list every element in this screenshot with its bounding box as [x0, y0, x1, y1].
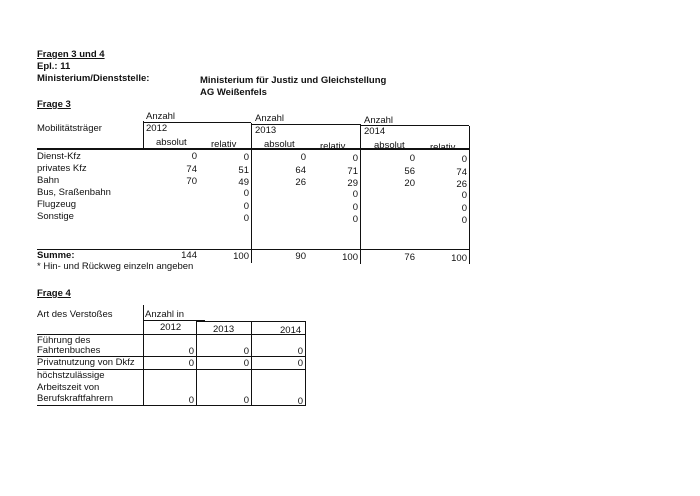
frage3-line [143, 121, 144, 150]
frage3-year-2013: 2013 [255, 125, 277, 136]
frage3-cell: 0 [300, 152, 306, 163]
frage4-row-label: Führung des [37, 335, 91, 346]
frage3-row-label: Flugzeug [37, 199, 77, 210]
frage3-cell: 0 [352, 202, 358, 213]
frage3-line [37, 149, 469, 150]
frage4-title: Frage 4 [37, 288, 71, 299]
frage4-line [251, 321, 252, 406]
frage3-line [252, 124, 360, 125]
frage3-cell: 0 [461, 215, 467, 226]
frage3-absolut-2013: absolut [264, 139, 295, 150]
frage3-row-label: Bus, Sraßenbahn [37, 187, 111, 198]
frage3-cell: 0 [243, 152, 249, 163]
frage4-line [143, 305, 144, 406]
frage3-cell: 0 [461, 154, 467, 165]
frage3-cell: 49 [238, 177, 249, 188]
frage3-anzahl-2014: Anzahl [364, 115, 394, 126]
frage3-relativ-2012: relativ [211, 139, 237, 150]
frage3-cell: 56 [404, 166, 415, 177]
frage3-cell: 0 [191, 151, 197, 162]
frage4-row-label: höchstzulässige [37, 370, 105, 381]
frage3-anzahl-2013: Anzahl [255, 113, 285, 124]
frage3-relativ-2013: relativ [320, 141, 346, 152]
frage3-cell: 70 [186, 176, 197, 187]
frage4-cell: 0 [243, 346, 249, 357]
frage3-cell: 26 [456, 179, 467, 190]
frage3-row-label: privates Kfz [37, 163, 87, 174]
frage3-year-2014: 2014 [364, 126, 386, 137]
frage3-cell: 0 [352, 189, 358, 200]
frage3-relativ-2014: relativ [430, 142, 456, 153]
frage3-line [361, 125, 469, 126]
frage4-cell: 0 [243, 395, 249, 406]
frage3-summe-cell: 100 [233, 251, 249, 262]
frage3-cell: 20 [404, 178, 415, 189]
frage4-cell: 0 [297, 358, 303, 369]
frage3-cell: 0 [243, 188, 249, 199]
frage3-cell: 29 [347, 178, 358, 189]
frage4-line [305, 321, 306, 406]
frage3-cell: 74 [186, 164, 197, 175]
office-name: AG Weißenfels [200, 87, 267, 98]
frage4-year-2014: 2014 [280, 325, 302, 336]
frage4-row-label: Privatnutzung von Dkfz [37, 357, 135, 368]
ministry-label: Ministerium/Dienststelle: [37, 73, 150, 84]
page-title: Fragen 3 und 4 [37, 49, 105, 60]
frage3-cell: 0 [461, 203, 467, 214]
ministry-name: Ministerium für Justiz und Gleichstellung [200, 75, 387, 86]
frage3-cell: 0 [243, 213, 249, 224]
frage3-absolut-2012: absolut [156, 137, 187, 148]
frage3-cell: 26 [295, 177, 306, 188]
frage3-absolut-2014: absolut [374, 140, 405, 151]
frage3-cell: 0 [409, 153, 415, 164]
frage3-cell: 0 [243, 201, 249, 212]
frage3-summe-cell: 90 [295, 251, 306, 262]
frage4-anzahl-label: Anzahl in [145, 309, 185, 320]
frage3-footnote: * Hin- und Rückweg einzeln angeben [37, 261, 194, 272]
frage4-cell: 0 [243, 358, 249, 369]
frage4-cell: 0 [297, 346, 303, 357]
frage3-cell: 0 [352, 153, 358, 164]
frage3-anzahl-2012: Anzahl [146, 111, 176, 122]
frage3-summe-cell: 144 [181, 250, 197, 261]
frage3-row-label: Dienst-Kfz [37, 151, 81, 162]
frage3-summe-cell: 76 [404, 252, 415, 263]
frage4-row-label: Fahrtenbuches [37, 345, 101, 356]
frage3-line [143, 122, 251, 123]
frage3-row-header: Mobilitätsträger [37, 123, 102, 134]
frage3-title: Frage 3 [37, 99, 71, 110]
frage3-cell: 0 [352, 214, 358, 225]
frage4-row-header: Art des Verstoßes [37, 309, 113, 320]
frage3-cell: 51 [238, 165, 249, 176]
frage3-cell: 74 [456, 167, 467, 178]
frage4-year-2013: 2013 [213, 324, 235, 335]
frage3-row-label: Bahn [37, 175, 60, 186]
frage4-line [196, 320, 197, 406]
frage4-cell: 0 [188, 395, 194, 406]
frage3-summe-cell: 100 [451, 253, 467, 264]
frage4-cell: 0 [297, 396, 303, 407]
frage4-row-label: Berufskraftfahrern [37, 393, 114, 404]
frage3-year-2012: 2012 [146, 123, 168, 134]
frage3-summe-label: Summe: [37, 250, 75, 261]
epl-label: Epl.: 11 [37, 61, 71, 72]
frage3-line [251, 123, 252, 263]
frage4-row-label: Arbeitszeit von [37, 382, 100, 393]
frage3-summe-cell: 100 [342, 252, 358, 263]
frage3-cell: 64 [295, 165, 306, 176]
frage3-line [360, 124, 361, 264]
frage3-row-label: Sonstige [37, 211, 74, 222]
frage4-cell: 0 [188, 358, 194, 369]
frage3-summe-line [37, 249, 469, 250]
frage3-line [469, 126, 470, 264]
frage4-cell: 0 [188, 346, 194, 357]
frage4-year-2012: 2012 [160, 322, 182, 333]
frage3-cell: 71 [347, 166, 358, 177]
frage3-cell: 0 [461, 190, 467, 201]
